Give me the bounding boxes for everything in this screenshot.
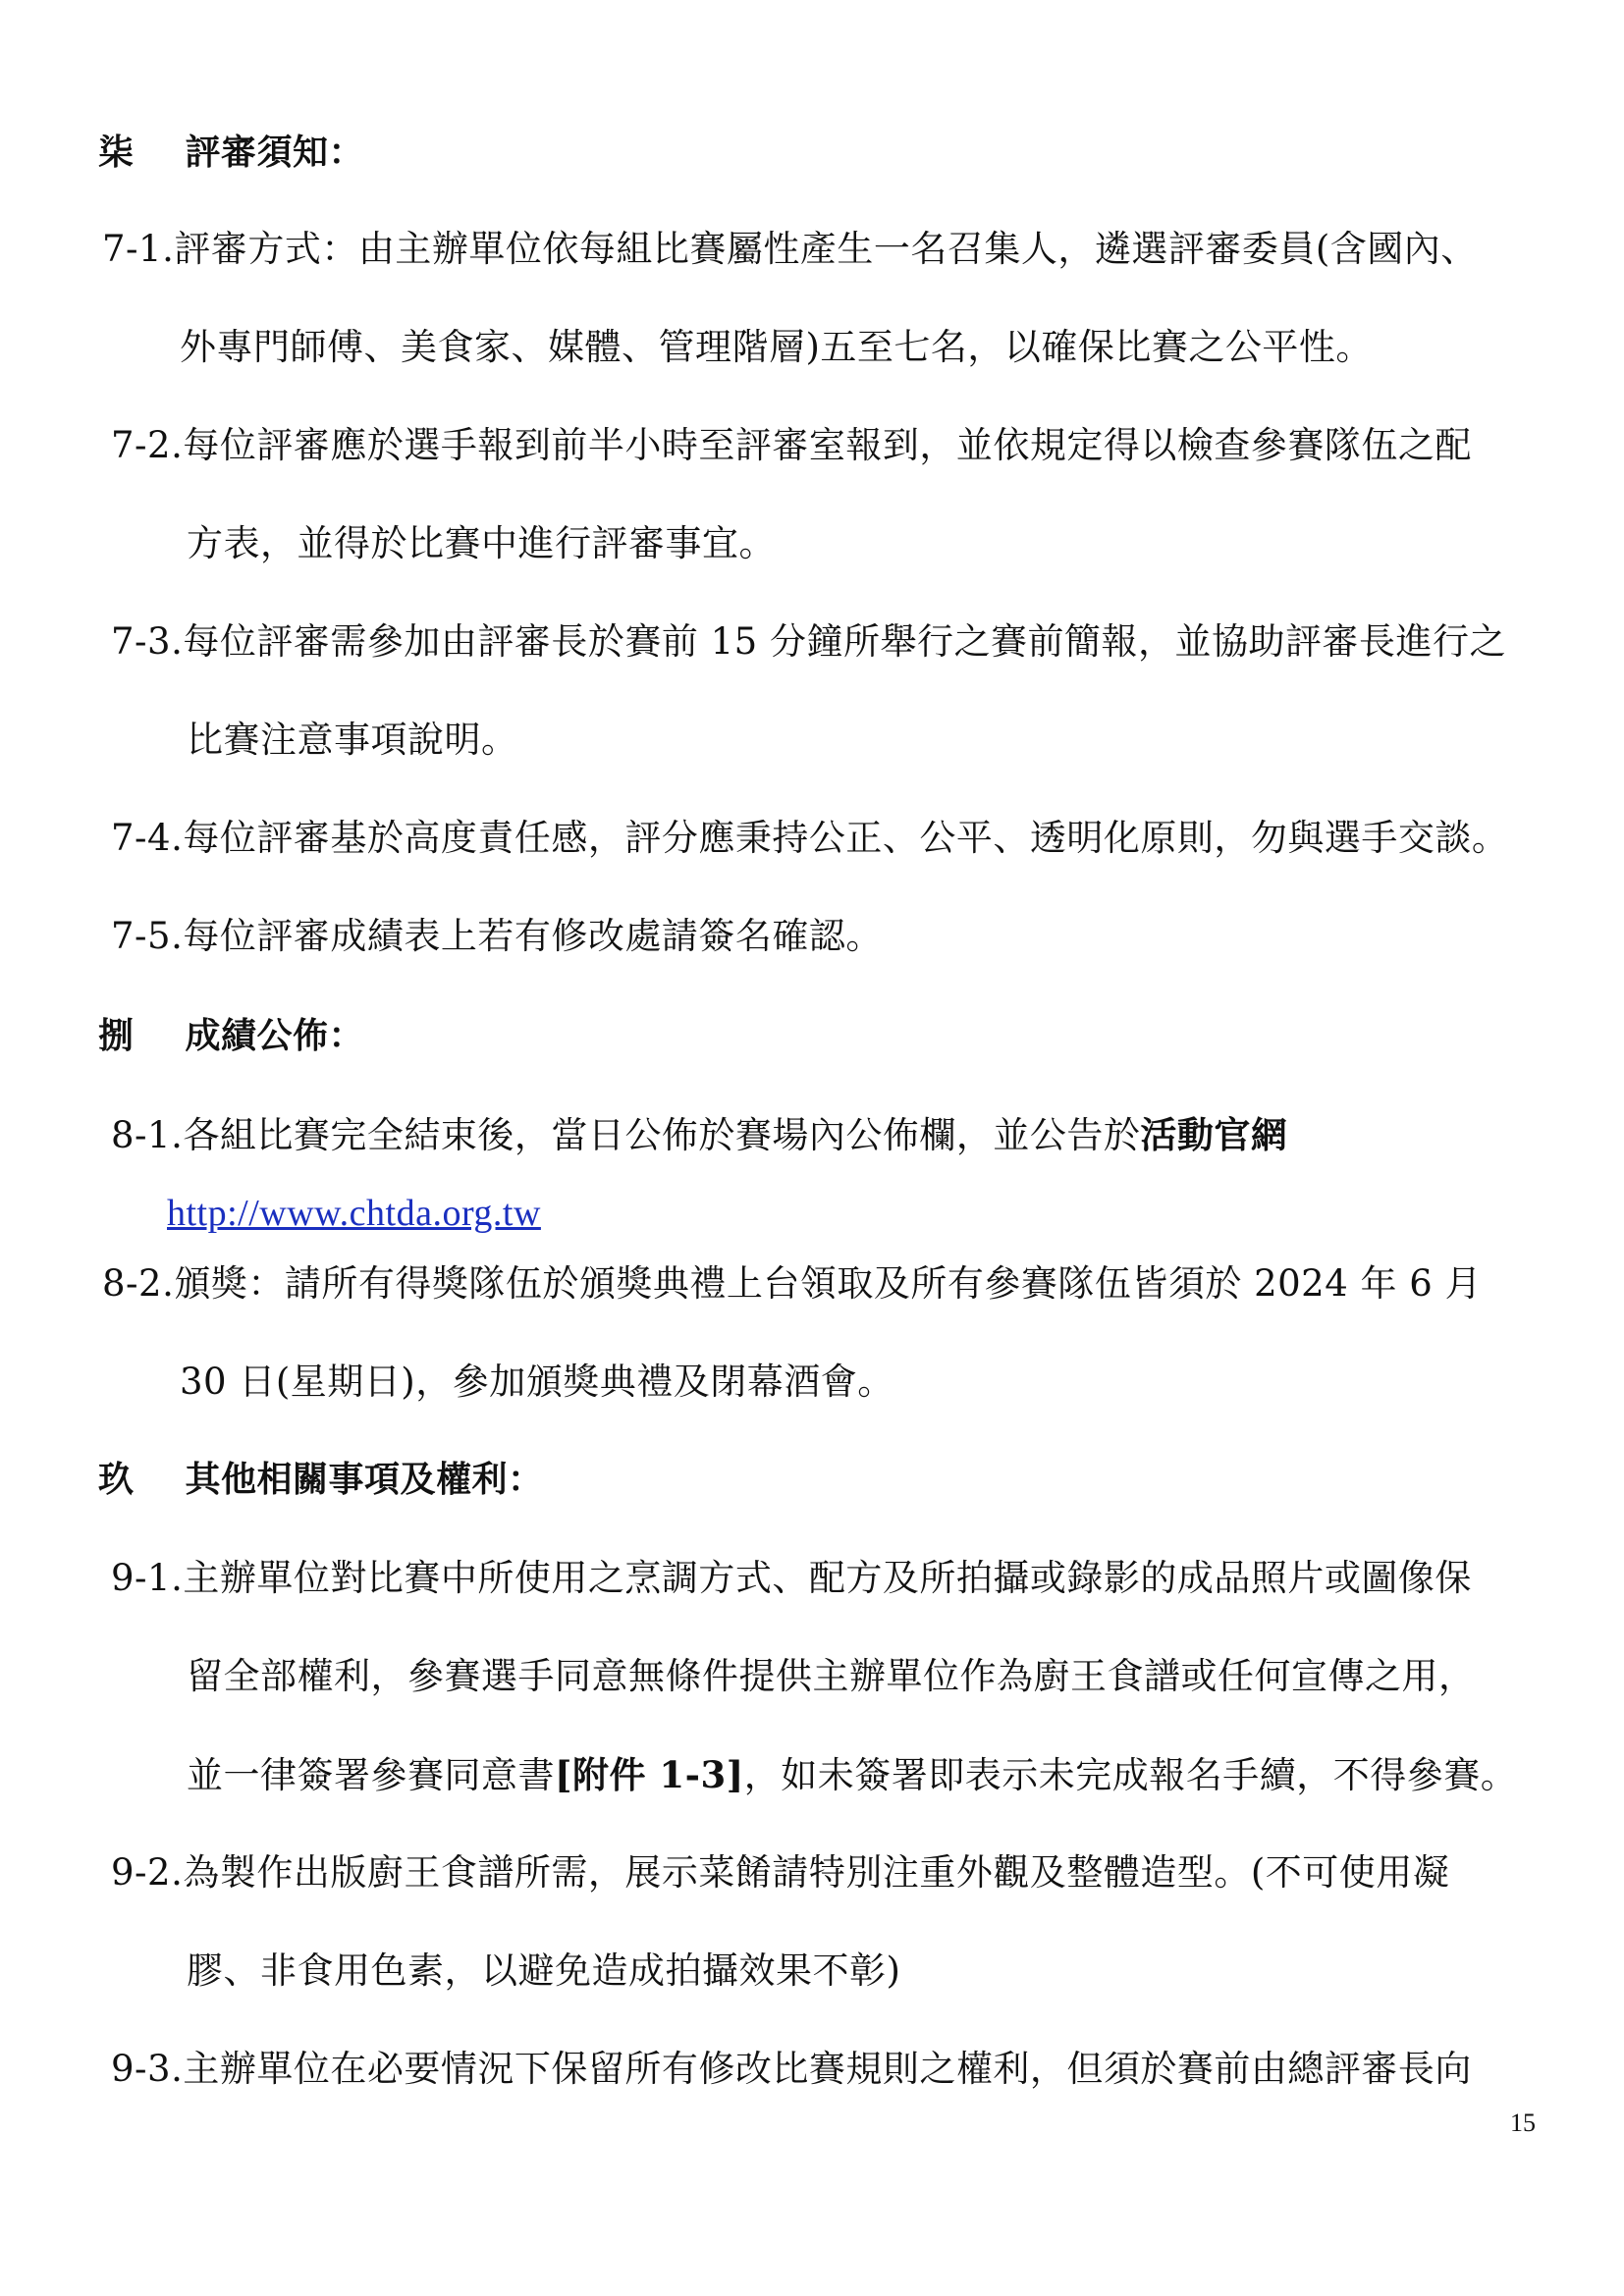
item-9-1-line3 [187, 1751, 1517, 1799]
item-7-5-line1: 7-5.每位評審成績表上若有修改處請簽名確認。 [111, 915, 883, 957]
page-number: 15 [1510, 2109, 1536, 2137]
item-8-1-text: 8-1.各組比賽完全結束後，當日公佈於賽場內公佈欄，並公告於 [111, 1114, 1141, 1156]
item-7-2-line1: 7-2.每位評審應於選手報到前半小時至評審室報到，並依規定得以檢查參賽隊伍之配 [111, 424, 1472, 466]
section-9-title: 其他相關事項及權利： [185, 1460, 544, 1500]
item-7-2-line2: 方表，並得於比賽中進行評審事宜。 [187, 522, 776, 564]
item-8-2-line1: 8-2.頒獎：請所有得獎隊伍於頒獎典禮上台領取及所有參賽隊伍皆須於 2024 年 6 月 [102, 1262, 1483, 1305]
item-7-4-line1: 7-4.每位評審基於高度責任感，評分應秉持公正、公平、透明化原則，勿與選手交談。 [111, 817, 1509, 859]
section-7-title: 評審須知： [185, 133, 365, 173]
item-7-3-line1: 7-3.每位評審需參加由評審長於賽前 15 分鐘所舉行之賽前簡報，並協助評審長進行之 [111, 620, 1506, 663]
attachment-ref: [附件 1-3] [555, 1753, 744, 1796]
item-9-1-line2: 留全部權利，參賽選手同意無條件提供主辦單位作為廚王食譜或任何宣傳之用， [187, 1655, 1476, 1697]
section-8-number: 捌 [98, 1016, 135, 1056]
item-9-3-line1: 9-3.主辦單位在必要情況下保留所有修改比賽規則之權利，但須於賽前由總評審長向 [111, 2048, 1472, 2090]
item-9-2-line2: 膠、非食用色素，以避免造成拍攝效果不彰) [187, 1949, 901, 1992]
official-site-link[interactable]: http://www.chtda.org.tw [167, 1193, 541, 1234]
item-7-3-line2: 比賽注意事項說明。 [187, 719, 518, 761]
section-8-title: 成績公佈： [185, 1016, 365, 1056]
section-8-heading [98, 1013, 364, 1060]
section-9-number: 玖 [98, 1460, 135, 1500]
item-9-1-line3-b: ，如未簽署即表示未完成報名手續，不得參賽。 [743, 1754, 1518, 1796]
item-9-1-line1: 9-1.主辦單位對比賽中所使用之烹調方式、配方及所拍攝或錄影的成品照片或圖像保 [111, 1557, 1472, 1599]
item-7-1-line2: 外專門師傅、美食家、媒體、管理階層)五至七名，以確保比賽之公平性。 [180, 326, 1373, 368]
item-7-1-line1: 7-1.評審方式：由主辦單位依每組比賽屬性產生一名召集人，遴選評審委員(含國內、 [102, 228, 1478, 270]
section-7-heading [98, 130, 364, 177]
item-8-1-line2 [167, 1190, 541, 1237]
section-9-heading [98, 1457, 544, 1504]
item-8-2-line2: 30 日(星期日)，參加頒獎典禮及閉幕酒會。 [180, 1361, 894, 1403]
item-9-2-line1: 9-2.為製作出版廚王食譜所需，展示菜餚請特別注重外觀及整體造型。(不可使用凝 [111, 1851, 1450, 1894]
official-site-label: 活動官網 [1140, 1113, 1288, 1156]
section-7-number: 柒 [98, 133, 135, 173]
item-8-1-line1 [111, 1111, 1287, 1159]
item-9-1-line3-a: 並一律簽署參賽同意書 [187, 1754, 555, 1796]
